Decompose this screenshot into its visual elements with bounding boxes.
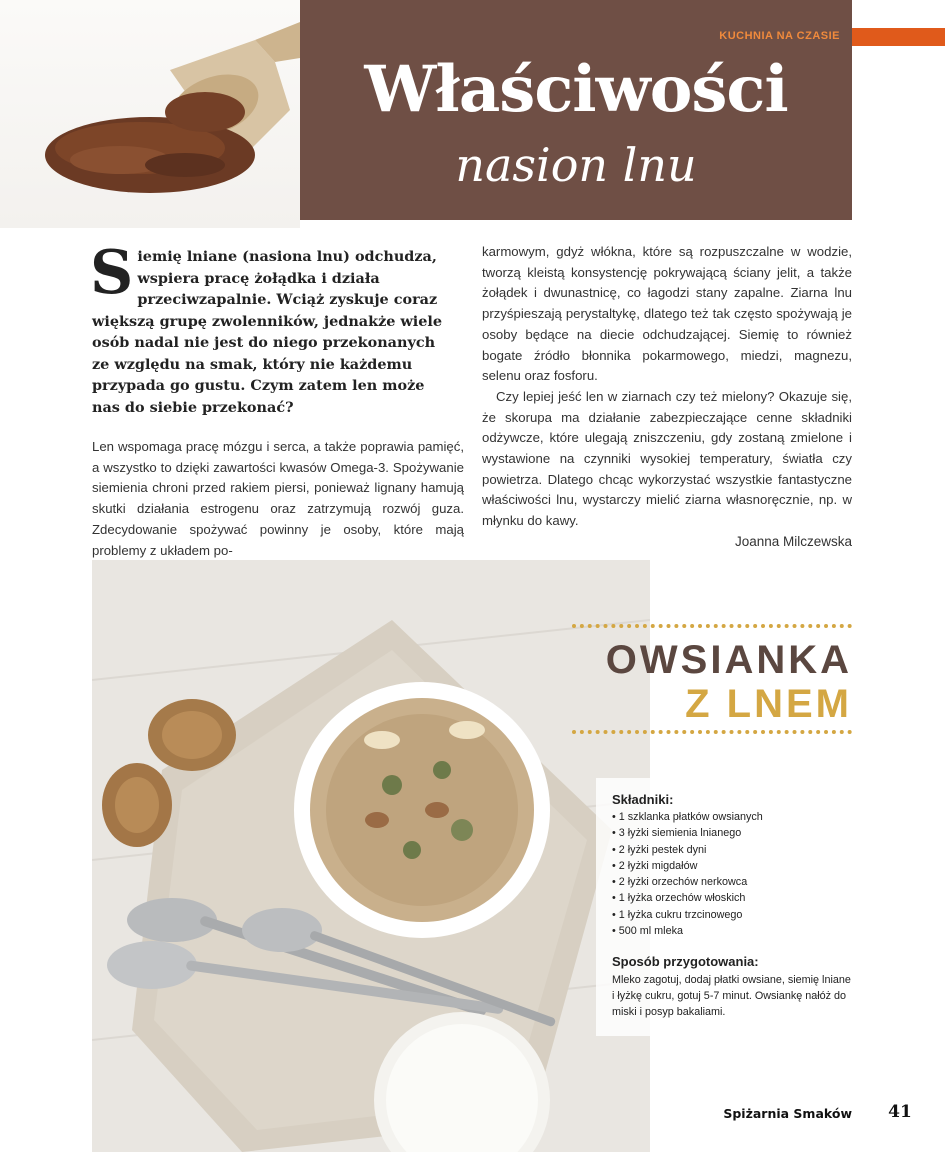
title-box: [300, 0, 852, 220]
article-lead: [90, 238, 454, 418]
ingredient-item: • 2 łyżki orzechów nerkowca: [612, 874, 763, 890]
flax-seeds-illustration: [0, 0, 300, 228]
method-text: Mleko zagotuj, dodaj płatki owsiane, siemię lniane i łyżkę cukru, gotuj 5-7 minut. Owsiankę nałóż do miski i posyp bakaliami.: [612, 974, 851, 1018]
article-body-left: Len wspomaga pracę mózgu i serca, a także poprawia pamięć, a wszystko to dzięki zawartości kwasów Omega-3. Spożywanie siemienia chroni przed rakiem piersi, ponieważ lignany hamują skutki działania estrogenu oraz zatrzymują rozwój guza. Zdecydowanie spożywać powinny je osoby, które mają problemy z układem po-: [92, 439, 464, 558]
ingredient-item: • 2 łyżki migdałów: [612, 858, 763, 874]
page-number: 41: [888, 1102, 912, 1122]
ingredients-heading: Składniki:: [612, 792, 674, 807]
article-body-right: [482, 242, 852, 532]
lead-text: iemię lniane (nasiona lnu) odchudza, wspiera pracę żołądka i działa przeciwzapalnie. Wciąż zyskuje coraz większą grupę zwolenników, jednakże wiele osób nadal nie jest do niego przekonanych ze względu na smak, który nie każdemu przypada go gustu. Czym zatem len może nas do siebie przekonać?: [92, 248, 443, 416]
recipe-title: OWSIANKA: [605, 638, 852, 682]
ingredient-item: • 3 łyżki siemienia lnianego: [612, 825, 763, 841]
drop-cap: S: [90, 238, 134, 308]
paragraph: karmowym, gdyż włókna, które są rozpuszczalne w wodzie, tworzą kleistą konsystencję pokrywającą ściany jelit, a także żołądek i dwunastnicę, co łagodzi stany zapalne. Ziarna lnu przyśpieszają perystaltykę, dlatego też tak często spożywają je osoby będące na diecie odchudzającej. Siemię to również bogate źródło błonnika pokarmowego, miedzi, magnezu, selenu oraz fosforu.: [482, 244, 852, 384]
ingredient-item: • 1 szklanka płatków owsianych: [612, 809, 763, 825]
ingredient-item: • 1 łyżka cukru trzcinowego: [612, 907, 763, 923]
recipe-subtitle: Z LNEM: [685, 682, 852, 726]
dotted-divider: [572, 624, 852, 628]
ingredient-item: • 2 łyżki pestek dyni: [612, 842, 763, 858]
method-heading: Sposób przygotowania:: [612, 954, 759, 969]
section-label: KUCHNIA NA CZASIE: [719, 30, 840, 42]
dotted-divider: [572, 730, 852, 734]
magazine-name: Spiżarnia Smaków: [723, 1106, 852, 1121]
article-title: Właściwości: [364, 52, 788, 127]
ingredient-item: • 1 łyżka orzechów włoskich: [612, 890, 763, 906]
ingredients-list: [612, 809, 763, 939]
paragraph: Czy lepiej jeść len w ziarnach czy też mielony? Okazuje się, że skorupa ma działanie zabezpieczające cenne składniki odżywcze, które ulegają zniszczeniu, gdy zostaną zmielone i wystawione na czynniki wysokiej temperatury, światła czy powietrza. Dlatego chcąc wykorzystać wszystkie fantastyczne właściwości lnu, wystarczy mielić ziarna własnoręcznie, np. w młynku do kawy.: [482, 388, 852, 529]
author-name: Joanna Milczewska: [734, 534, 852, 549]
article-subtitle: nasion lnu: [455, 138, 697, 192]
ingredient-item: • 500 ml mleka: [612, 923, 763, 939]
section-accent-bar: [852, 28, 945, 46]
flax-seeds-photo: [0, 0, 300, 228]
